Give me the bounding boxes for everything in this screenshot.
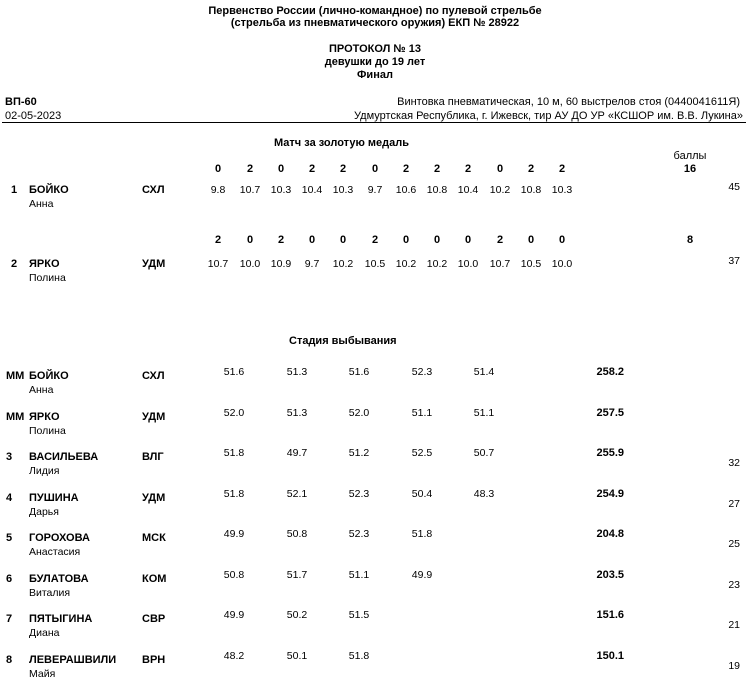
match-point: 0 bbox=[558, 234, 566, 246]
total-score: 151.6 bbox=[596, 609, 624, 621]
athlete-number: 32 bbox=[728, 457, 740, 469]
athlete-region: УДМ bbox=[142, 410, 166, 423]
match-point: 2 bbox=[214, 234, 222, 246]
athlete-region: УДМ bbox=[142, 258, 166, 270]
match-point: 2 bbox=[246, 163, 254, 175]
total-points: 16 bbox=[683, 163, 697, 175]
athlete-given-name: Полина bbox=[29, 272, 66, 284]
series-score: 52.0 bbox=[348, 406, 370, 419]
shot-score: 10.7 bbox=[489, 258, 511, 270]
athlete-surname: ВАСИЛЬЕВА bbox=[29, 451, 99, 463]
series-score: 51.3 bbox=[286, 406, 308, 419]
shot-score: 10.0 bbox=[551, 258, 573, 270]
series-score: 50.8 bbox=[223, 568, 245, 581]
athlete-surname: ПУШИНА bbox=[29, 491, 79, 504]
athlete-surname: ЯРКО bbox=[29, 258, 60, 270]
athlete-number: 23 bbox=[728, 578, 740, 591]
shot-score: 10.4 bbox=[457, 184, 479, 196]
athlete-region: КОМ bbox=[142, 572, 167, 585]
athlete-given-name: Диана bbox=[29, 627, 60, 639]
match-point: 2 bbox=[339, 163, 347, 175]
athlete-rank: 1 bbox=[11, 184, 18, 196]
series-score: 52.3 bbox=[411, 366, 433, 378]
series-score: 50.2 bbox=[286, 609, 308, 621]
athlete-given-name: Виталия bbox=[29, 586, 71, 599]
match-point: 2 bbox=[496, 234, 504, 246]
shot-score: 10.6 bbox=[395, 184, 417, 196]
athlete-rank: 3 bbox=[6, 451, 13, 463]
match-point: 0 bbox=[339, 234, 347, 246]
match-point: 2 bbox=[402, 163, 410, 175]
protocol-category: девушки до 19 лет bbox=[324, 56, 426, 68]
athlete-region: ВРН bbox=[142, 653, 166, 666]
athlete-number: 21 bbox=[728, 619, 740, 631]
gold-match-heading: Матч за золотую медаль bbox=[274, 137, 410, 149]
event-venue: Удмуртская Республика, г. Ижевск, тир АУ ДО УР «КСШОР им. В.В. Лукина» bbox=[354, 110, 743, 122]
shot-score: 10.0 bbox=[457, 258, 479, 270]
match-point: 0 bbox=[464, 234, 472, 246]
athlete-surname: БОЙКО bbox=[29, 184, 69, 196]
series-score: 51.1 bbox=[473, 406, 495, 419]
athlete-surname: ПЯТЫГИНА bbox=[29, 613, 93, 625]
match-point: 2 bbox=[371, 234, 379, 246]
athlete-region: ВЛГ bbox=[142, 451, 164, 463]
match-point: 2 bbox=[558, 163, 566, 175]
series-score: 49.9 bbox=[411, 568, 433, 581]
series-score: 50.7 bbox=[473, 447, 495, 459]
shot-score: 10.8 bbox=[426, 184, 448, 196]
total-score: 257.5 bbox=[596, 406, 624, 419]
series-score: 51.2 bbox=[348, 447, 370, 459]
shot-score: 9.8 bbox=[210, 184, 226, 196]
series-score: 51.8 bbox=[223, 487, 245, 500]
series-score: 51.7 bbox=[286, 568, 308, 581]
athlete-rank: 4 bbox=[6, 491, 13, 504]
shot-score: 10.8 bbox=[520, 184, 542, 196]
shot-score: 9.7 bbox=[304, 258, 320, 270]
shot-score: 10.5 bbox=[520, 258, 542, 270]
shot-score: 10.0 bbox=[239, 258, 261, 270]
series-score: 49.9 bbox=[223, 528, 245, 540]
athlete-rank: 7 bbox=[6, 613, 13, 625]
shot-score: 10.3 bbox=[270, 184, 292, 196]
match-point: 0 bbox=[496, 163, 504, 175]
series-score: 52.1 bbox=[286, 487, 308, 500]
athlete-number: 45 bbox=[728, 181, 740, 193]
athlete-given-name: Лидия bbox=[29, 465, 60, 477]
series-score: 51.1 bbox=[411, 406, 433, 419]
total-score: 254.9 bbox=[596, 487, 624, 500]
athlete-rank: ММ bbox=[6, 410, 25, 423]
athlete-surname: ЯРКО bbox=[29, 410, 60, 423]
athlete-region: СХЛ bbox=[142, 370, 165, 382]
series-score: 48.2 bbox=[223, 649, 245, 662]
athlete-surname: БОЙКО bbox=[29, 370, 69, 382]
athlete-rank: 2 bbox=[11, 258, 18, 270]
athlete-rank: 8 bbox=[6, 653, 13, 666]
series-score: 50.8 bbox=[286, 528, 308, 540]
event-date: 02-05-2023 bbox=[5, 110, 62, 122]
header-divider bbox=[2, 122, 746, 123]
athlete-surname: БУЛАТОВА bbox=[29, 572, 89, 585]
shot-score: 10.4 bbox=[301, 184, 323, 196]
series-score: 51.6 bbox=[223, 366, 245, 378]
athlete-given-name: Анастасия bbox=[29, 546, 81, 558]
athlete-rank: 5 bbox=[6, 532, 13, 544]
series-score: 52.0 bbox=[223, 406, 245, 419]
match-point: 0 bbox=[433, 234, 441, 246]
match-point: 0 bbox=[371, 163, 379, 175]
total-score: 258.2 bbox=[596, 366, 624, 378]
athlete-number: 37 bbox=[728, 255, 740, 267]
series-score: 50.1 bbox=[286, 649, 308, 662]
series-score: 51.6 bbox=[348, 366, 370, 378]
shot-score: 10.2 bbox=[332, 258, 354, 270]
elimination-heading: Стадия выбывания bbox=[289, 335, 397, 347]
series-score: 52.3 bbox=[348, 528, 370, 540]
shot-score: 10.5 bbox=[364, 258, 386, 270]
match-point: 0 bbox=[527, 234, 535, 246]
event-code: ВП-60 bbox=[5, 96, 37, 108]
athlete-region: УДМ bbox=[142, 491, 166, 504]
athlete-region: МСК bbox=[142, 532, 166, 544]
shot-score: 10.9 bbox=[270, 258, 292, 270]
series-score: 48.3 bbox=[473, 487, 495, 500]
series-score: 50.4 bbox=[411, 487, 433, 500]
event-discipline: Винтовка пневматическая, 10 м, 60 выстрелов стоя (0440041611Я) bbox=[397, 96, 740, 108]
shot-score: 10.2 bbox=[426, 258, 448, 270]
series-score: 49.7 bbox=[286, 447, 308, 459]
match-point: 2 bbox=[464, 163, 472, 175]
athlete-rank: 6 bbox=[6, 572, 13, 585]
doc-title-line1: Первенство России (лично-командное) по пулевой стрельбе bbox=[208, 5, 542, 17]
total-score: 150.1 bbox=[596, 649, 624, 662]
athlete-region: СХЛ bbox=[142, 184, 165, 196]
athlete-number: 19 bbox=[728, 659, 740, 672]
points-label: баллы bbox=[673, 150, 707, 162]
match-point: 2 bbox=[308, 163, 316, 175]
athlete-number: 27 bbox=[728, 497, 740, 510]
series-score: 51.8 bbox=[223, 447, 245, 459]
series-score: 52.5 bbox=[411, 447, 433, 459]
match-point: 0 bbox=[402, 234, 410, 246]
series-score: 51.4 bbox=[473, 366, 495, 378]
athlete-given-name: Майя bbox=[29, 667, 56, 680]
match-point: 2 bbox=[433, 163, 441, 175]
match-point: 2 bbox=[527, 163, 535, 175]
series-score: 52.3 bbox=[348, 487, 370, 500]
doc-title-line2: (стрельба из пневматического оружия) ЕКП № 28922 bbox=[230, 17, 520, 29]
match-point: 2 bbox=[277, 234, 285, 246]
athlete-given-name: Дарья bbox=[29, 505, 59, 518]
shot-score: 10.7 bbox=[207, 258, 229, 270]
shot-score: 10.2 bbox=[395, 258, 417, 270]
match-point: 0 bbox=[214, 163, 222, 175]
shot-score: 10.2 bbox=[489, 184, 511, 196]
protocol-number: ПРОТОКОЛ № 13 bbox=[329, 43, 421, 55]
athlete-number: 25 bbox=[728, 538, 740, 550]
match-point: 0 bbox=[277, 163, 285, 175]
match-point: 0 bbox=[308, 234, 316, 246]
total-score: 204.8 bbox=[596, 528, 624, 540]
athlete-given-name: Полина bbox=[29, 424, 66, 437]
protocol-stage: Финал bbox=[357, 69, 393, 81]
shot-score: 9.7 bbox=[367, 184, 383, 196]
athlete-surname: ЛЕВЕРАШВИЛИ bbox=[29, 653, 117, 666]
athlete-surname: ГОРОХОВА bbox=[29, 532, 90, 544]
series-score: 51.8 bbox=[411, 528, 433, 540]
total-score: 255.9 bbox=[596, 447, 624, 459]
match-point: 0 bbox=[246, 234, 254, 246]
athlete-given-name: Анна bbox=[29, 198, 54, 210]
athlete-rank: ММ bbox=[6, 370, 25, 382]
series-score: 51.3 bbox=[286, 366, 308, 378]
series-score: 49.9 bbox=[223, 609, 245, 621]
total-score: 203.5 bbox=[596, 568, 624, 581]
shot-score: 10.3 bbox=[551, 184, 573, 196]
series-score: 51.5 bbox=[348, 609, 370, 621]
athlete-given-name: Анна bbox=[29, 384, 54, 396]
shot-score: 10.7 bbox=[239, 184, 261, 196]
series-score: 51.8 bbox=[348, 649, 370, 662]
total-points: 8 bbox=[686, 234, 694, 246]
shot-score: 10.3 bbox=[332, 184, 354, 196]
series-score: 51.1 bbox=[348, 568, 370, 581]
athlete-region: СВР bbox=[142, 613, 166, 625]
